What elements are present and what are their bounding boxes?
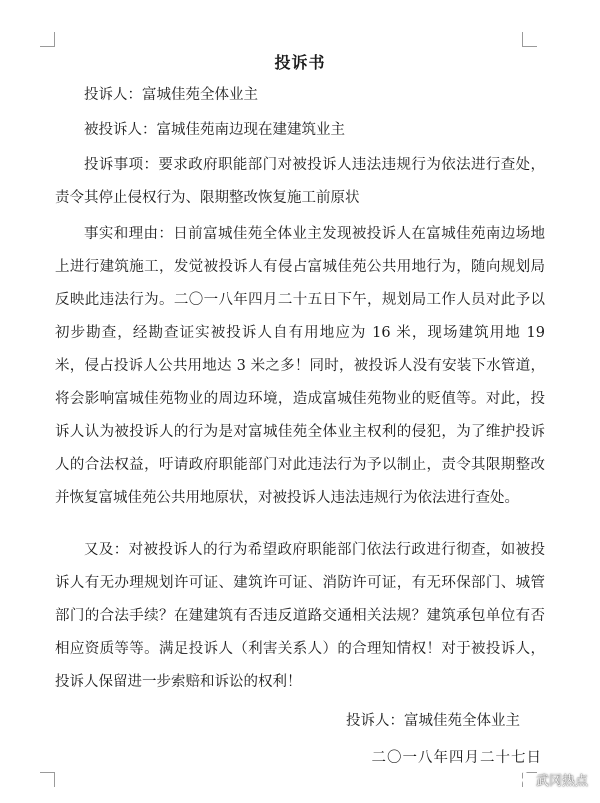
page-corner-mark-bottom-left [40,772,55,787]
complainant-line: 投诉人：富城佳苑全体业主 [84,87,258,103]
page-corner-mark-top-left [40,32,55,47]
page-corner-mark-top-right [522,32,537,47]
complaint-matters-paragraph: 投诉事项：要求政府职能部门对被投诉人违法违规行为依法进行查处，责令其停止侵权行为、限期整改恢复施工前原状 [55,157,545,206]
postscript-paragraph: 又及：对被投诉人的行为希望政府职能部门依法行政进行彻查，如被投诉人有无办理规划许可证、建筑许可证、消防许可证，有无环保部门、城管部门的合法手续？在建建筑有否违反道路交通相关法规？建筑承包单位有否相应资质等等。满足投诉人（利害关系人）的合理知情权！对于被投诉人，投诉人保留进一步索赔和诉讼的权利！ [55,542,545,690]
signature-date: 二〇一八年四月二十七日 [371,750,542,766]
respondent-line: 被投诉人：富城佳苑南边现在建建筑业主 [84,122,345,138]
wechat-channel-icon [513,771,531,789]
signature-line: 投诉人：富城佳苑全体业主 [346,713,520,729]
channel-watermark [513,770,588,789]
document-title: 投诉书 [274,53,326,72]
facts-and-reasons-paragraph: 事实和理由：日前富城佳苑全体业主发现被投诉人在富城佳苑南边场地上进行建筑施工，发觉被投诉人有侵占富城佳苑公共用地行为，随向规划局反映此违法行为。二〇一八年四月二十五日下午，规划局工作人员对此予以初步勘查，经勘查证实被投诉人自有用地应为 16 米，现场建筑用地 19 米，侵占投诉人公共用地达 3 米之多！同时，被投诉人没有安装下水管道，将会影响富城佳苑物业的周边环境，造成富城佳苑物业的贬值等。对此，投诉人认为被投诉人的行为是对富城佳苑全体业主权利的侵犯，为了维护投诉人的合法权益，吁请政府职能部门对此违法行为予以制止，责令其限期整改并恢复富城佳苑公共用地原状，对被投诉人违法违规行为依法进行查处。 [55,226,545,506]
watermark-text: 武冈热点 [535,774,588,789]
